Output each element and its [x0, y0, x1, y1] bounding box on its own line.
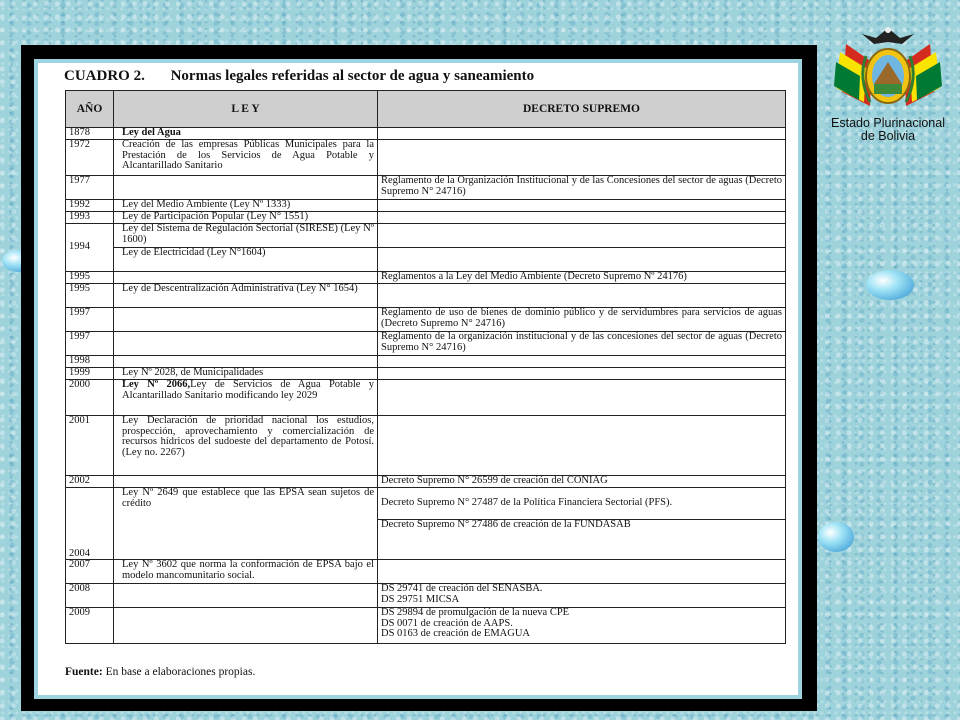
- decree-cell: [378, 140, 786, 176]
- law-cell: [114, 332, 378, 356]
- law-cell: [114, 416, 378, 476]
- law-text: Ley del Medio Ambiente (Ley Nº 1333): [122, 199, 291, 210]
- decree-cell: [378, 608, 786, 644]
- year-cell: 2007: [66, 560, 114, 584]
- decree-cell: Decreto Supremo N° 26599 de creación del CONIAG: [378, 476, 786, 488]
- law-text: Ley Nº 3602 que norma la conformación de EPSA bajo el modelo mancomunitario social.: [122, 559, 374, 581]
- table-row: [66, 368, 786, 380]
- law-cell: [114, 272, 378, 284]
- law-text: Ley Nº 2028, de Municipalidades: [122, 367, 264, 378]
- year-cell: 1999: [66, 368, 114, 380]
- decree-cell: Reglamentos a la Ley del Medio Ambiente (Decreto Supremo Nº 24176): [378, 272, 786, 284]
- table-row: [66, 176, 786, 200]
- decree-line: DS 29741 de creación del SENASBA.: [381, 583, 543, 594]
- decree-cell: [378, 212, 786, 224]
- year-cell: 2009: [66, 608, 114, 644]
- law-cell: [114, 488, 378, 560]
- decree-cell: Decreto Supremo N° 27486 de creación de la FUNDASAB: [378, 520, 786, 560]
- law-text: Ley de Servicios de Agua Potable y Alcantarillado Sanitario modificando ley 2029: [122, 379, 374, 401]
- law-cell: [114, 140, 378, 176]
- table-row: [66, 272, 786, 284]
- decree-cell: [378, 284, 786, 308]
- law-cell: [114, 380, 378, 416]
- decree-line: DS 29751 MICSA: [381, 593, 460, 605]
- law-text: Ley de Descentralización Administrativa (Ley N° 1654): [122, 283, 358, 294]
- year-cell: 1992: [66, 200, 114, 212]
- table-header-row: [66, 91, 786, 128]
- law-cell: [114, 356, 378, 368]
- table-row: [66, 212, 786, 224]
- table-row: [66, 200, 786, 212]
- water-drop-decoration: [818, 522, 854, 552]
- decree-line: DS 29894 de promulgación de la nueva CPE: [381, 607, 570, 618]
- law-cell: [114, 584, 378, 608]
- decree-cell: [378, 128, 786, 140]
- table-row: [66, 584, 786, 608]
- law-cell: [114, 560, 378, 584]
- year-cell: 1997: [66, 308, 114, 332]
- year-cell: 1995: [66, 272, 114, 284]
- law-text: Creación de las empresas Públicas Municipales para la Prestación de los Servicios de Agua Potable y Alcantarillado Sanitario: [122, 139, 374, 171]
- table-row: [66, 248, 786, 272]
- year-cell: 2002: [66, 476, 114, 488]
- decree-cell: [378, 560, 786, 584]
- year-cell: 1972: [66, 140, 114, 176]
- column-header-year: AÑO: [66, 91, 114, 128]
- year-cell: 1997: [66, 332, 114, 356]
- year-cell: 2000: [66, 380, 114, 416]
- decree-line: DS 0163 de creación de EMAGUA: [381, 628, 531, 639]
- law-cell: [114, 248, 378, 272]
- decree-cell: [378, 584, 786, 608]
- table-row: [66, 356, 786, 368]
- decree-line: DS 0071 de creación de AAPS.: [381, 617, 513, 629]
- table-row: [66, 476, 786, 488]
- table-row: [66, 380, 786, 416]
- decree-cell: Decreto Supremo N° 27487 de la Política Financiera Sectorial (PFS).: [378, 488, 786, 520]
- caption-number: CUADRO 2.: [64, 68, 145, 84]
- emblem-caption-line2: de Bolivia: [860, 129, 916, 143]
- table-caption: [64, 68, 534, 85]
- year-cell: 1998: [66, 356, 114, 368]
- decree-cell: [378, 416, 786, 476]
- law-text: Ley de Electricidad (Ley N°1604): [122, 247, 266, 258]
- year-cell: 2001: [66, 416, 114, 476]
- table-row: [66, 560, 786, 584]
- decree-cell: [378, 368, 786, 380]
- law-cell: [114, 224, 378, 248]
- table-row: [66, 128, 786, 140]
- law-cell: [114, 200, 378, 212]
- document-frame: [21, 45, 817, 711]
- year-cell: 1878: [66, 128, 114, 140]
- law-cell: [114, 176, 378, 200]
- table-row: [66, 608, 786, 644]
- law-cell: [114, 476, 378, 488]
- law-cell: [114, 308, 378, 332]
- decree-cell: [378, 200, 786, 212]
- table-row: [66, 488, 786, 520]
- emblem-caption-line1: Estado Plurinacional: [831, 116, 945, 130]
- document-panel: [34, 59, 802, 699]
- law-text: Ley del Sistema de Regulación Sectorial (SIRESE) (Ley Nº 1600): [122, 223, 374, 245]
- column-header-decree: DECRETO SUPREMO: [378, 91, 786, 128]
- bolivia-coat-of-arms-icon: [832, 22, 944, 114]
- law-number: Ley Nº 2066,: [122, 379, 191, 390]
- law-cell: [114, 128, 378, 140]
- table-row: [66, 284, 786, 308]
- year-cell: 2004: [66, 488, 114, 560]
- decree-cell: [378, 248, 786, 272]
- decree-cell: Reglamento de la Organización Institucional y de las Concesiones del sector de aguas (Decreto Supremo N° 24716): [378, 176, 786, 200]
- year-cell: 1994: [66, 224, 114, 272]
- decree-cell: [378, 356, 786, 368]
- table-row: [66, 416, 786, 476]
- source-label: Fuente:: [65, 666, 103, 678]
- source-text: En base a elaboraciones propias.: [105, 666, 256, 678]
- table-row: [66, 332, 786, 356]
- caption-title: Normas legales referidas al sector de agua y saneamiento: [170, 68, 535, 84]
- decree-cell: [378, 224, 786, 248]
- legal-norms-table: [65, 90, 786, 644]
- table-row: [66, 224, 786, 248]
- year-cell: 1993: [66, 212, 114, 224]
- law-text: Ley del Agua: [122, 127, 181, 138]
- year-cell: 2008: [66, 584, 114, 608]
- column-header-law: L E Y: [114, 91, 378, 128]
- decree-cell: Reglamento de uso de bienes de dominio público y de servidumbres para servicios de aguas (Decreto Supremo N° 24716): [378, 308, 786, 332]
- law-text: Ley Nº 2649 que establece que las EPSA sean sujetos de crédito: [122, 487, 374, 509]
- year-cell: 1995: [66, 284, 114, 308]
- table-source-note: [65, 666, 255, 678]
- water-drop-decoration: [866, 270, 914, 300]
- year-cell: 1977: [66, 176, 114, 200]
- table-row: [66, 308, 786, 332]
- law-cell: [114, 608, 378, 644]
- law-text: Ley de Participación Popular (Ley N° 1551): [122, 211, 309, 222]
- law-cell: [114, 368, 378, 380]
- table-row: [66, 140, 786, 176]
- emblem-caption: [826, 117, 950, 143]
- decree-cell: [378, 380, 786, 416]
- law-text: Ley Declaración de prioridad nacional los estudios, prospección, aprovechamiento y comercialización de recursos hídricos del sudoeste del departamento de Potosí. (Ley no. 2267): [122, 415, 374, 458]
- law-cell: [114, 212, 378, 224]
- decree-cell: Reglamento de la organización institucional y de las concesiones del sector de aguas (Decreto Supremo N° 24716): [378, 332, 786, 356]
- law-cell: [114, 284, 378, 308]
